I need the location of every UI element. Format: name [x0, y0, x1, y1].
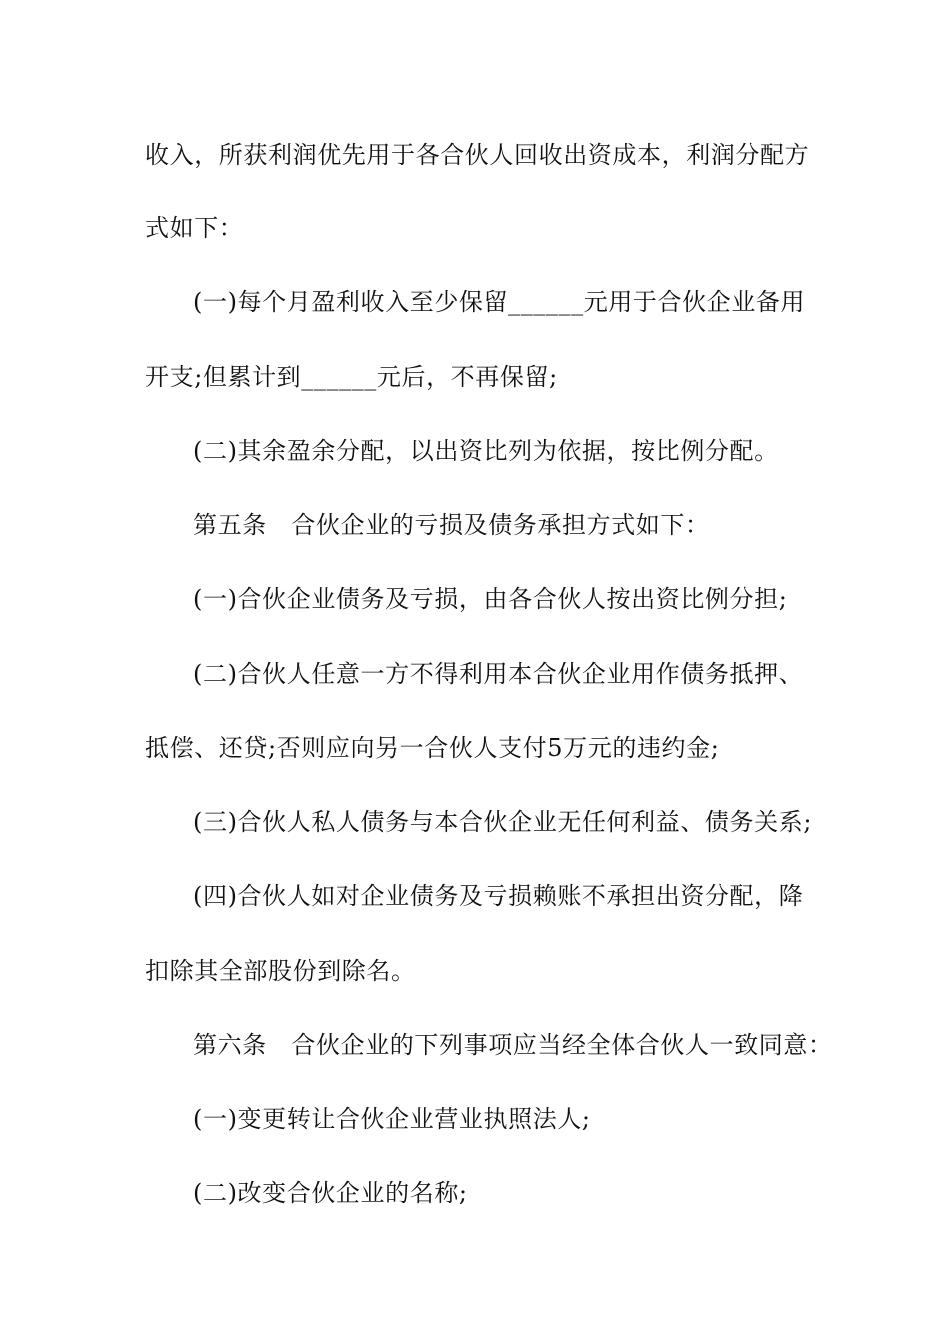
text-line: (一)变更转让合伙企业营业执照法人;	[193, 1105, 591, 1133]
text-line: (二)改变合伙企业的名称;	[193, 1179, 468, 1207]
text-line: (一)每个月盈利收入至少保留______元用于合伙企业备用	[193, 288, 806, 316]
text-line: 开支;但累计到______元后，不再保留;	[145, 363, 558, 391]
text-line: (三)合伙人私人债务与本合伙企业无任何利益、债务关系;	[193, 808, 813, 836]
text-line: (一)合伙企业债务及亏损，由各合伙人按出资比例分担;	[193, 585, 788, 613]
text-line: 第五条 合伙企业的亏损及债务承担方式如下：	[193, 511, 710, 539]
text-line: 第六条 合伙企业的下列事项应当经全体合伙人一致同意：	[193, 1031, 833, 1059]
text-line: 式如下：	[145, 214, 244, 242]
text-line: 收入，所获利润优先用于各合伙人回收出资成本，利润分配方	[145, 141, 810, 169]
text-line: 抵偿、还贷;否则应向另一合伙人支付5万元的违约金;	[145, 734, 720, 762]
text-line: 扣除其全部股份到除名。	[145, 957, 416, 985]
text-line: (四)合伙人如对企业债务及亏损赖账不承担出资分配，降	[193, 882, 804, 910]
text-line: (二)合伙人任意一方不得利用本合伙企业用作债务抵押、	[193, 660, 804, 688]
text-line: (二)其余盈余分配，以出资比列为依据，按比例分配。	[193, 437, 779, 465]
